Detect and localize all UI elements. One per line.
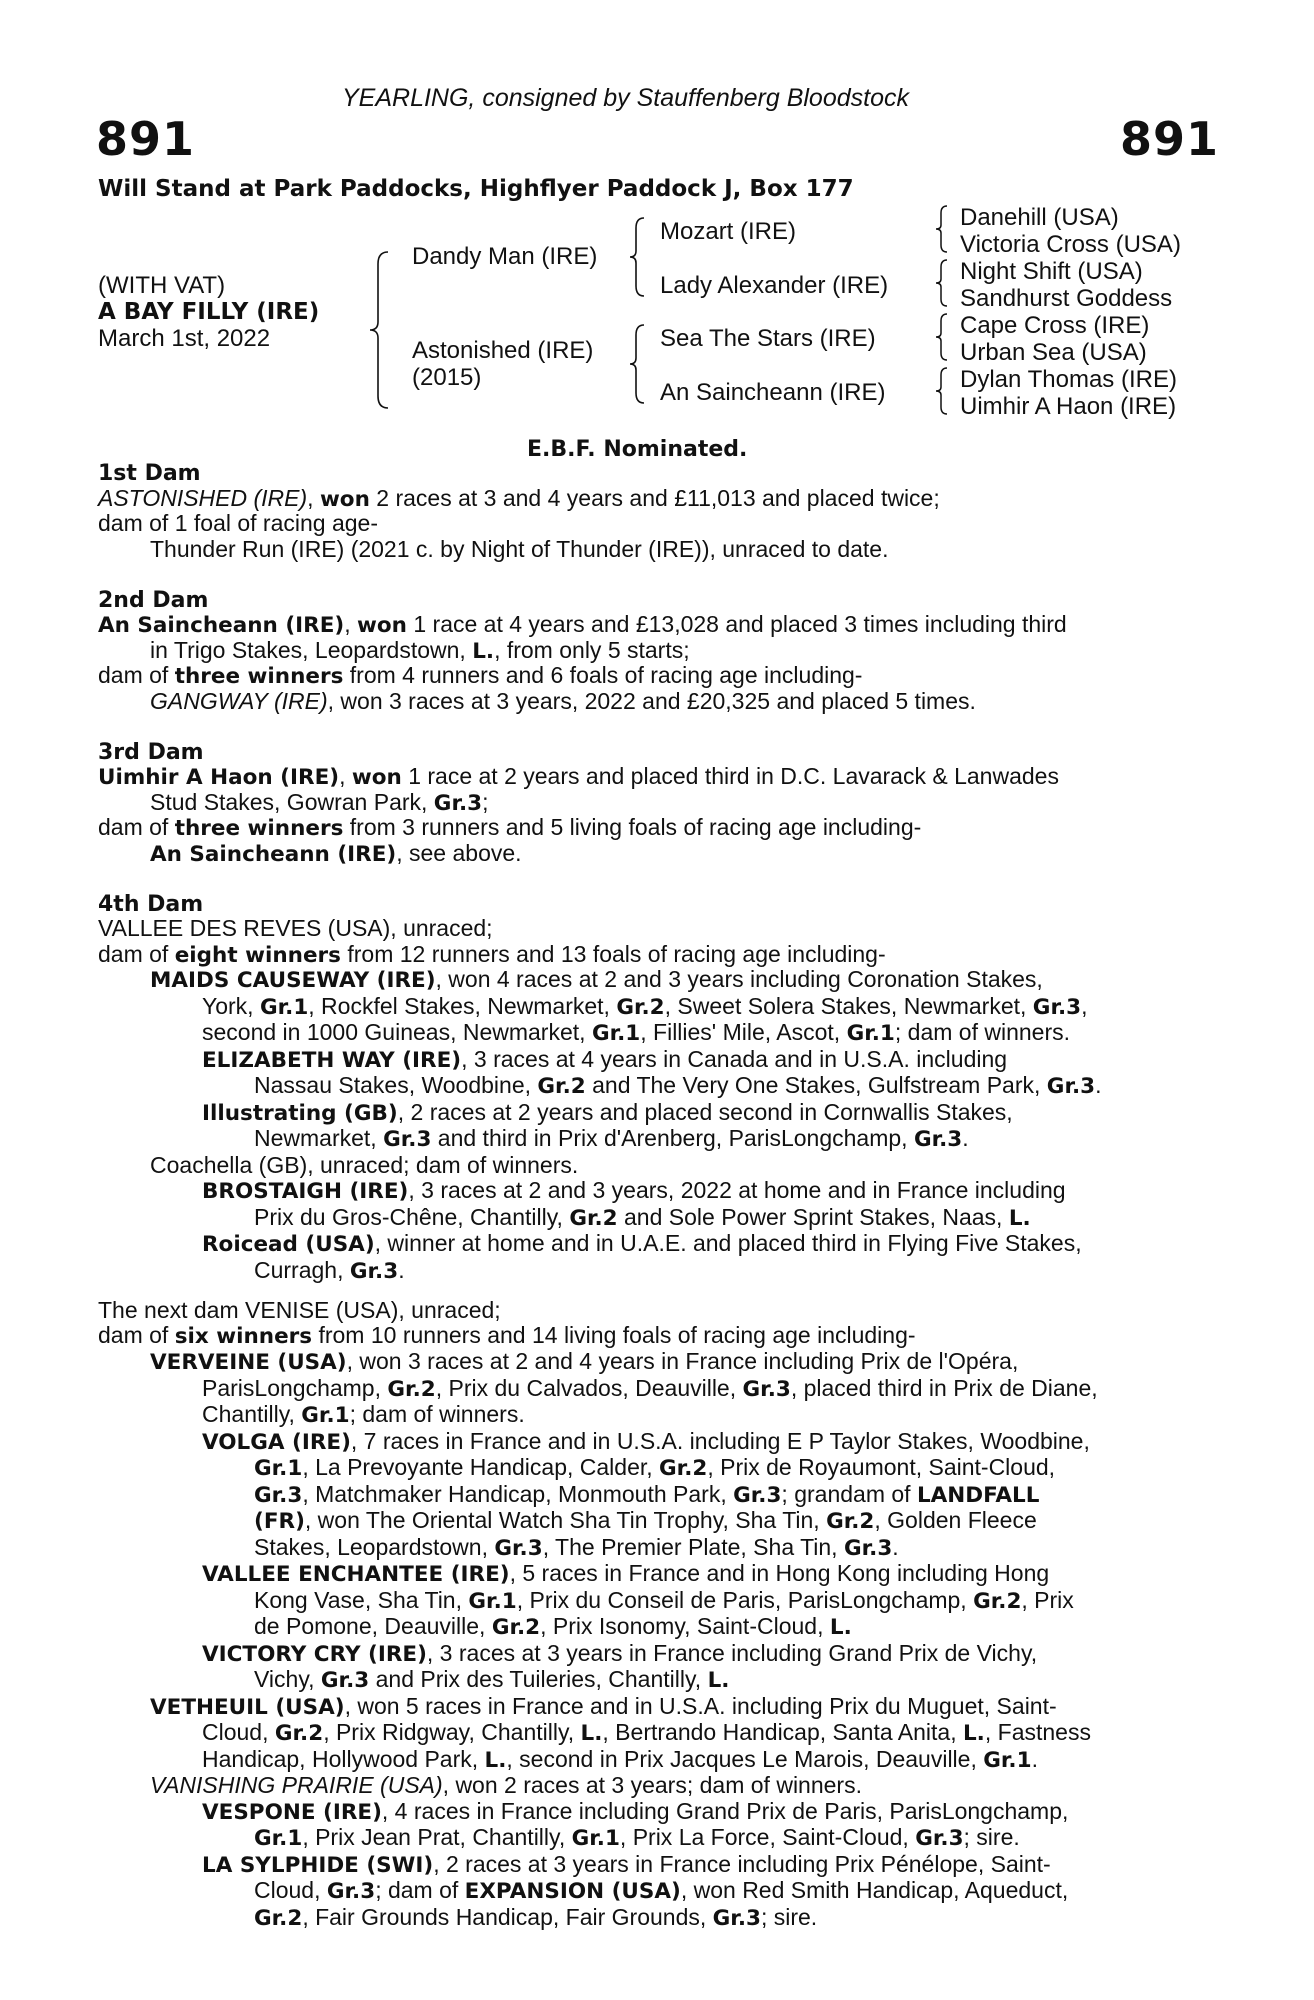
- dam-of-label: dam of: [98, 814, 175, 840]
- progeny-name: GANGWAY (IRE): [150, 688, 328, 714]
- dam-sire-dam: Urban Sea (USA): [960, 339, 1147, 366]
- progeny-note: , see above.: [396, 840, 522, 866]
- second-dam-heading: 2nd Dam: [98, 588, 209, 613]
- brace-dd: [934, 366, 950, 416]
- first-dam-heading: 1st Dam: [98, 461, 201, 486]
- ebf-nominated: E.B.F. Nominated.: [527, 437, 748, 462]
- sire: Dandy Man (IRE): [412, 243, 598, 270]
- third-dam-won: won: [351, 765, 402, 790]
- location-line: Will Stand at Park Paddocks, Highflyer Paddock J, Box 177: [98, 176, 854, 202]
- horse-name: A BAY FILLY (IRE): [98, 299, 320, 325]
- winners-count: three winners: [174, 816, 344, 841]
- first-dam-progeny: Thunder Run (IRE) (2021 c. by Night of Thunder (IRE)), unraced to date.: [150, 536, 889, 562]
- foals-note: from 3 runners and 5 living foals of racing age including-: [343, 814, 922, 840]
- first-dam-won: won: [319, 487, 370, 512]
- second-dam-won: won: [357, 613, 407, 638]
- second-dam-line3: [98, 663, 862, 690]
- sire-sire-sire: Danehill (USA): [960, 204, 1119, 231]
- first-dam-name: ASTONISHED (IRE): [98, 485, 308, 511]
- brace-ss: [934, 204, 950, 254]
- sire-sire-dam: Victoria Cross (USA): [960, 231, 1181, 258]
- next-dam-line1: The next dam VENISE (USA), unraced;: [98, 1297, 501, 1323]
- second-dam-record: 1 race at 4 years and £13,028 and placed 3 times including third: [406, 611, 1067, 637]
- consignor-line: YEARLING, consigned by Stauffenberg Bloodstock: [342, 84, 909, 112]
- winners-count: three winners: [174, 664, 344, 689]
- brace-sd: [934, 258, 950, 308]
- progeny-name: An Saincheann (IRE): [150, 842, 397, 867]
- dam-of-label: dam of: [98, 662, 175, 688]
- first-dam-record: 2 races at 3 and 4 years and £11,013 and placed twice;: [369, 485, 940, 511]
- foals-note: from 4 runners and 6 foals of racing age including-: [343, 662, 863, 688]
- dam-dam: An Saincheann (IRE): [660, 379, 886, 406]
- brace-sire: [628, 216, 648, 298]
- brace-dam: [628, 323, 648, 405]
- third-dam-heading: 3rd Dam: [98, 740, 204, 765]
- winners-count: six winners: [174, 1324, 313, 1349]
- dam-dam-dam: Uimhir A Haon (IRE): [960, 393, 1177, 420]
- next-dam-produce: VERVEINE (USA), won 3 races at 2 and 4 years in France including Prix de l'Opéra, ParisLongchamp, Gr.2, Prix du Calvados, Deauville, Gr.3, placed third in Prix de Diane, Chantilly, Gr.1; dam of winners. VOLGA (IRE), 7 races in France and in U.S.A. including E P Taylor Stakes, Woodbine, Gr.1, La Prevoyante Handicap, Calder, Gr.2, Prix de Royaumont, Saint-Cloud, Gr.3, Matchmaker Handicap, Monmouth Park, Gr.3; grandam of LANDFALL (FR), won The Oriental Watch Sha Tin Trophy, Sha Tin, Gr.2, Golden Fleece Stakes, Leopardstown, Gr.3, The Premier Plate, Sha Tin, Gr.3. VALLEE ENCHANTEE (IRE), 5 races in France and in Hong Kong including Hong Kong Vase, Sha Tin, Gr.1, Prix du Conseil de Paris, ParisLongchamp, Gr.2, Prix de Pomone, Deauville, Gr.2, Prix Isonomy, Saint-Cloud, L. VICTORY CRY (IRE), 3 races at 3 years in France including Grand Prix de Vichy, Vichy, Gr.3 and Prix des Tuileries, Chantilly, L. VETHEUIL (USA), won 5 races in France and in U.S.A. including Prix du Muguet, Saint- Cloud, Gr.2, Prix Ridgway, Chantilly, L., Bertrando Handicap, Santa Anita, L., Fastness Handicap, Hollywood Park, L., second in Prix Jacques Le Marois, Deauville, Gr.1. VANISHING PRAIRIE (USA), won 2 races at 3 years; dam of winners. VESPONE (IRE), 4 races in France including Grand Prix de Paris, ParisLongchamp, Gr.1, Prix Jean Prat, Chantilly, Gr.1, Prix La Force, Saint-Cloud, Gr.3; sire. LA SYLPHIDE (SWI), 2 races at 3 years in France including Prix Pénélope, Saint- Cloud, Gr.3; dam of EXPANSION (USA), won Red Smith Handicap, Aqueduct, Gr.2, Fair Grounds Handicap, Fair Grounds, Gr.3; sire.: [150, 1348, 1098, 1931]
- foaling-date: March 1st, 2022: [98, 325, 271, 352]
- dam-sire-sire: Cape Cross (IRE): [960, 312, 1150, 339]
- grade-badge: L.: [472, 639, 495, 664]
- punct: ;: [482, 789, 489, 815]
- grade-badge: Gr.3: [433, 791, 483, 816]
- second-dam-name: An Saincheann (IRE): [98, 613, 345, 638]
- lot-number-right: 891: [1120, 112, 1220, 166]
- third-dam-line1: Uimhir A Haon (IRE), won 1 race at 2 years and placed third in D.C. Lavarack & Lanwades: [98, 763, 1059, 790]
- fourth-dam-produce: MAIDS CAUSEWAY (IRE), won 4 races at 2 and 3 years including Coronation Stakes, York, Gr.1, Rockfel Stakes, Newmarket, Gr.2, Sweet Solera Stakes, Newmarket, Gr.3, second in 1000 Guineas, Newmarket, Gr.1, Fillies' Mile, Ascot, Gr.1; dam of winners. ELIZABETH WAY (IRE), 3 races at 4 years in Canada and in U.S.A. including Nassau Stakes, Woodbine, Gr.2 and The Very One Stakes, Gulfstream Park, Gr.3. Illustrating (GB), 2 races at 2 years and placed second in Cornwallis Stakes, Newmarket, Gr.3 and third in Prix d'Arenberg, ParisLongchamp, Gr.3. Coachella (GB), unraced; dam of winners. BROSTAIGH (IRE), 3 races at 2 and 3 years, 2022 at home and in France including Prix du Gros-Chêne, Chantilly, Gr.2 and Sole Power Sprint Stakes, Naas, L. Roicead (USA), winner at home and in U.A.E. and placed third in Flying Five Stakes, Curragh, Gr.3.: [150, 966, 1102, 1284]
- second-dam-starts: , from only 5 starts;: [494, 637, 690, 663]
- sire-dam-dam: Sandhurst Goddess: [960, 285, 1173, 312]
- second-dam-race: in Trigo Stakes, Leopardstown,: [150, 637, 473, 663]
- third-dam-race: Stud Stakes, Gowran Park,: [150, 789, 434, 815]
- dam-of-label: dam of: [98, 941, 175, 967]
- lot-number-left: 891: [96, 112, 196, 166]
- sire-sire: Mozart (IRE): [660, 218, 797, 245]
- third-dam-line3: [98, 815, 921, 842]
- first-dam-line2: dam of 1 foal of racing age-: [98, 510, 378, 536]
- dam: Astonished (IRE): [412, 337, 594, 364]
- sire-dam: Lady Alexander (IRE): [660, 272, 889, 299]
- next-dam-line2: [98, 1323, 916, 1350]
- third-dam-progeny: [150, 841, 522, 868]
- dam-dam-sire: Dylan Thomas (IRE): [960, 366, 1177, 393]
- second-dam-line1: An Saincheann (IRE), won 1 race at 4 years and £13,028 and placed 3 times including third: [98, 611, 1067, 638]
- foals-note: from 10 runners and 14 living foals of racing age including-: [312, 1322, 916, 1348]
- third-dam-name: Uimhir A Haon (IRE): [98, 765, 340, 790]
- vat-note: (WITH VAT): [98, 272, 226, 299]
- dam-sire: Sea The Stars (IRE): [660, 325, 876, 352]
- third-dam-record: 1 race at 2 years and placed third in D.C. Lavarack & Lanwades: [401, 763, 1059, 789]
- dam-year: (2015): [412, 364, 482, 391]
- first-dam-line1: ASTONISHED (IRE), won 2 races at 3 and 4 years and £11,013 and placed twice;: [98, 485, 940, 512]
- winners-count: eight winners: [174, 943, 341, 968]
- progeny-record: , won 3 races at 3 years, 2022 and £20,325 and placed 5 times.: [327, 688, 976, 714]
- dam-of-label: dam of: [98, 1322, 175, 1348]
- second-dam-line2: [150, 638, 690, 665]
- sire-dam-sire: Night Shift (USA): [960, 258, 1143, 285]
- brace-ds: [934, 312, 950, 362]
- second-dam-progeny: [150, 689, 976, 715]
- fourth-dam-line1: VALLEE DES REVES (USA), unraced;: [98, 915, 493, 941]
- third-dam-line2: [150, 790, 489, 817]
- fourth-dam-line2: [98, 942, 886, 969]
- fourth-dam-heading: 4th Dam: [98, 892, 204, 917]
- foals-note: from 12 runners and 13 foals of racing age including-: [340, 941, 886, 967]
- brace-gen1: [368, 250, 394, 410]
